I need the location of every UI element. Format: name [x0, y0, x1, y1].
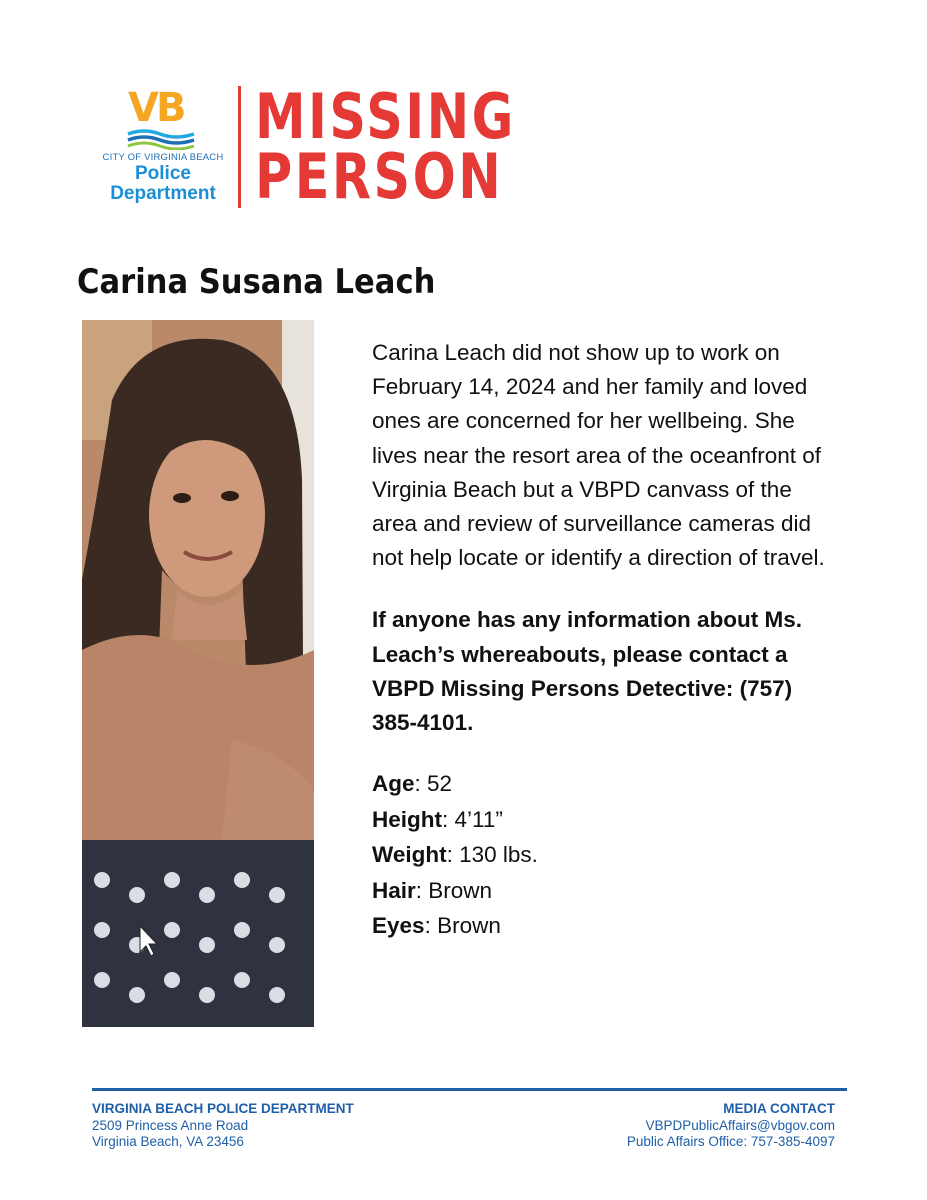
- footer-address: [92, 1101, 354, 1151]
- fact-value: : 52: [414, 771, 453, 797]
- description-text: Carina Leach did not show up to work on February 14, 2024 and her family and loved ones are concerned for her wellbeing. She lives near the resort area of the oceanfront of Virginia Beach but a VBPD canvass of the area and review of surveillance cameras did not help locate or identify a direction of travel.: [372, 340, 825, 571]
- footer-divider: [92, 1088, 847, 1091]
- person-photo: [82, 320, 314, 1027]
- wave-icon: [126, 128, 196, 150]
- logo-police-text: Police: [135, 163, 191, 184]
- footer-media-contact: [627, 1101, 835, 1151]
- media-contact-email[interactable]: VBPDPublicAffairs@vbgov.com: [645, 1117, 835, 1133]
- fact-age: [372, 766, 832, 802]
- footer-org-name: VIRGINIA BEACH POLICE DEPARTMENT: [92, 1101, 354, 1116]
- fact-label: Weight: [372, 842, 447, 868]
- fact-label: Height: [372, 806, 442, 832]
- media-contact-title: MEDIA CONTACT: [723, 1101, 835, 1116]
- vb-logo-letters: VB: [128, 85, 184, 131]
- facts-list: [372, 766, 832, 944]
- headline-missing: MISSING: [255, 80, 516, 153]
- fact-height: [372, 802, 832, 838]
- fact-value: : Brown: [415, 877, 493, 903]
- fact-hair: [372, 873, 832, 909]
- fact-value: : 130 lbs.: [446, 842, 538, 868]
- header-divider: [238, 86, 241, 208]
- fact-value: : Brown: [424, 913, 501, 939]
- fact-label: Hair: [372, 877, 416, 903]
- logo-department-text: Department: [110, 183, 216, 204]
- logo-city-text: CITY OF VIRGINIA BEACH: [102, 152, 224, 163]
- fact-weight: [372, 837, 832, 873]
- fact-value: : 4’11”: [442, 806, 503, 832]
- fact-label: Eyes: [372, 913, 425, 939]
- headline-person: PERSON: [255, 140, 504, 213]
- media-contact-phone: Public Affairs Office: 757-385-4097: [626, 1134, 835, 1149]
- vbpd-logo: [98, 85, 228, 208]
- person-photo-illustration: [82, 320, 314, 1027]
- footer-address-line1: 2509 Princess Anne Road: [92, 1117, 249, 1133]
- fact-label: Age: [372, 771, 415, 797]
- fact-eyes: [372, 908, 832, 944]
- footer-address-line2: Virginia Beach, VA 23456: [92, 1134, 244, 1149]
- person-name: Carina Susana Leach: [77, 262, 436, 302]
- description-block: [372, 336, 832, 944]
- call-to-action: If anyone has any information about Ms. Leach’s whereabouts, please contact a VBPD Missing Persons Detective: (757) 385-4101.: [372, 607, 803, 736]
